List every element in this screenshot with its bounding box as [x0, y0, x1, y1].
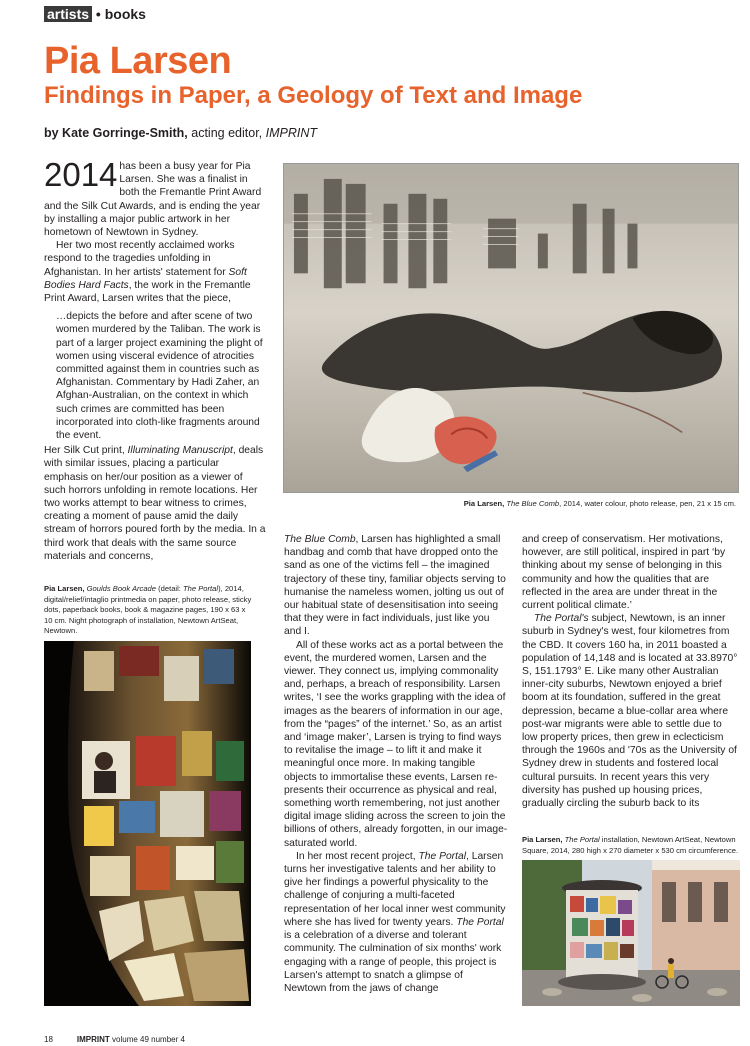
section-tag-rest: • books — [95, 6, 146, 22]
section-tag — [44, 6, 146, 22]
photo-goulds-book-arcade — [44, 641, 251, 1006]
byline — [44, 126, 317, 141]
caption-artist: Pia Larsen, — [44, 584, 85, 593]
work-title: The Blue Comb — [284, 534, 356, 545]
caption-the-portal — [522, 835, 740, 856]
byline-role: acting editor, — [187, 126, 266, 140]
page-footer — [44, 1035, 185, 1045]
article-subtitle: Findings in Paper, a Geology of Text and Image — [44, 82, 583, 109]
caption-work-title: Goulds Book Arcade — [84, 584, 157, 593]
paragraph — [44, 239, 266, 305]
paragraph — [284, 533, 508, 639]
paragraph: and creep of conservatism. Her motivations, however, are still political, inspired in part ‘by thinking about my sense of belonging in this community and how the qualities that are reflected in the area are under threat in the current political climate.’ — [522, 534, 726, 612]
footer-publication: IMPRINT — [76, 1035, 110, 1044]
text-run: (detail: — [156, 584, 184, 593]
paragraph — [522, 612, 740, 810]
column-3 — [522, 533, 740, 810]
section-tag-label: artists — [44, 6, 92, 22]
caption-artist: Pia Larsen, — [463, 499, 505, 508]
drop-cap: 2014 — [44, 156, 118, 193]
text-run: In her most recent project, — [296, 850, 419, 862]
article-title: Pia Larsen — [44, 40, 232, 82]
caption-work-title: The Portal — [183, 584, 219, 593]
byline-publication: IMPRINT — [265, 126, 317, 140]
column-1 — [44, 156, 266, 563]
text-run: subject, Newtown, is an inner suburb in Sydney's west, four kilometres from the CBD. It covers 160 ha, in 2011 boasted a population of 14,148 and is located at 33.8970° S, 151.1793° E. Like many other Australian inner-city suburbs, Newtown enjoyed a brief boom at its foundation, suffered in the great depression, became a blue-collar area where post-war migrants were able to settle due to low property prices, then grew in eclecticism through the 1960s and '70s as the University of Sydney drew in students and fostered local cultural pursuits. In recent years this very diversity has pushed up housing prices, gradually circling the suburb back to its — [522, 613, 738, 810]
text-run: Her two most recently acclaimed works respond to the tragedies unfolding in Afghanistan. In her artists' statement for — [44, 240, 235, 278]
photo-the-blue-comb — [283, 163, 739, 493]
caption-the-blue-comb — [276, 499, 736, 510]
column-2 — [284, 533, 508, 995]
text-run: , Larsen turns her investigative talents and her ability to give her findings a powerful physicality to the challenge of conjuring a multi-faceted representation of her local inner west community where she has lived for twenty years. — [284, 850, 506, 928]
intro-text: has been a busy year for Pia Larsen. She was a finalist in both the Fremantle Print Award and the Silk Cut Awards, and is ending the year by installing a major public artwork in her hometown of Newtown in Sydney. — [44, 161, 262, 239]
paragraph — [44, 444, 266, 563]
text-run: , Larsen has highlighted a small handbag and comb that have dropped onto the sand as one of the victims fell – the imagined trajectory of these tiny, familiar objects serving to humanise the nameless women, jolting us out of our habitual state of desensitisation into seeing that they were in fact individuals, just like you and I. — [284, 534, 506, 638]
work-title: The Portal — [418, 850, 466, 862]
caption-goulds-book-arcade — [44, 584, 254, 637]
page-number: 18 — [44, 1035, 53, 1044]
caption-detail: , 2014, water colour, photo release, pen, 21 x 15 cm. — [559, 499, 736, 508]
caption-detail: installation, Newtown ArtSeat, Newtown Square, 2014, 280 high x 270 diameter x 530 cm circumference. — [522, 835, 739, 855]
work-title: Soft Bodies Hard Facts — [44, 266, 247, 291]
block-quote: …depicts the before and after scene of two women murdered by the Taliban. The work is part of a larger project examining the plight of women using visceral evidence of atrocities committed against them in countries such as Afghanistan. Commentary by Hadi Zaher, an Afghan-Australian, on the context in which such crimes are committed has been incorporated into cloth-like fragments around the event. — [56, 311, 263, 442]
intro-paragraph — [44, 156, 266, 239]
caption-work-title: The Portal — [562, 835, 600, 844]
work-title: Illuminating Manuscript — [127, 445, 233, 457]
photo-the-portal — [522, 860, 740, 1006]
paragraph: All of these works act as a portal between the event, the murdered women, Larsen and the viewer. They connect us, implying commonality and, perhaps, a breach of responsibility. Larsen writes, ‘I see the works grappling with the idea of images as the bearers of information in our age, from the “pages” of the internet.’ So, as an artist and ‘image maker’, Larsen is trying to find ways to revitalise the image – to lift it and make it meaningful once more. In making tangible objects to immortalise these events, Larsen re-presents their occurrence as physical and real, something worth remembering, not just another digital image sliding across the screen to join the billions of others, already forgotten, in our image-saturated world. — [284, 639, 508, 849]
work-title: The Portal — [456, 916, 504, 928]
text-run: , deals with similar issues, placing a particular emphasis on her/our position as a viewer of such horrors unfolding in remote locations. Her two works attempt to bear witness to crimes, creating a moment of pause amid the daily stream of horrors poured forth by the media. In a third work that deals with the same source materials and concerns, — [44, 445, 266, 562]
paragraph — [284, 850, 508, 995]
text-run: is a celebration of a diverse and tolerant community. The culmination of six months' work engaging with a range of people, this project is Larsen's attempt to snatch a glimpse of Newtown from the jaws of change — [284, 930, 502, 994]
caption-work-title: The Blue Comb — [504, 499, 560, 508]
work-title: The Portal's — [534, 613, 589, 625]
byline-author: by Kate Gorringe-Smith, — [44, 126, 188, 140]
text-run: , the work in the Fremantle Print Award, Larsen writes that the piece, — [44, 279, 251, 305]
caption-artist: Pia Larsen, — [522, 835, 563, 844]
text-run: Her Silk Cut print, — [44, 445, 128, 457]
caption-detail: ), 2014, digital/relief/intaglio printmedia on paper, photo release, sticky dots, paperback books, book & magazine pages, 190 x 63 x 10 cm. Night photograph of installation, Newtown ArtSeat, Newtown. — [44, 584, 252, 635]
footer-issue: volume 49 number 4 — [109, 1035, 185, 1044]
